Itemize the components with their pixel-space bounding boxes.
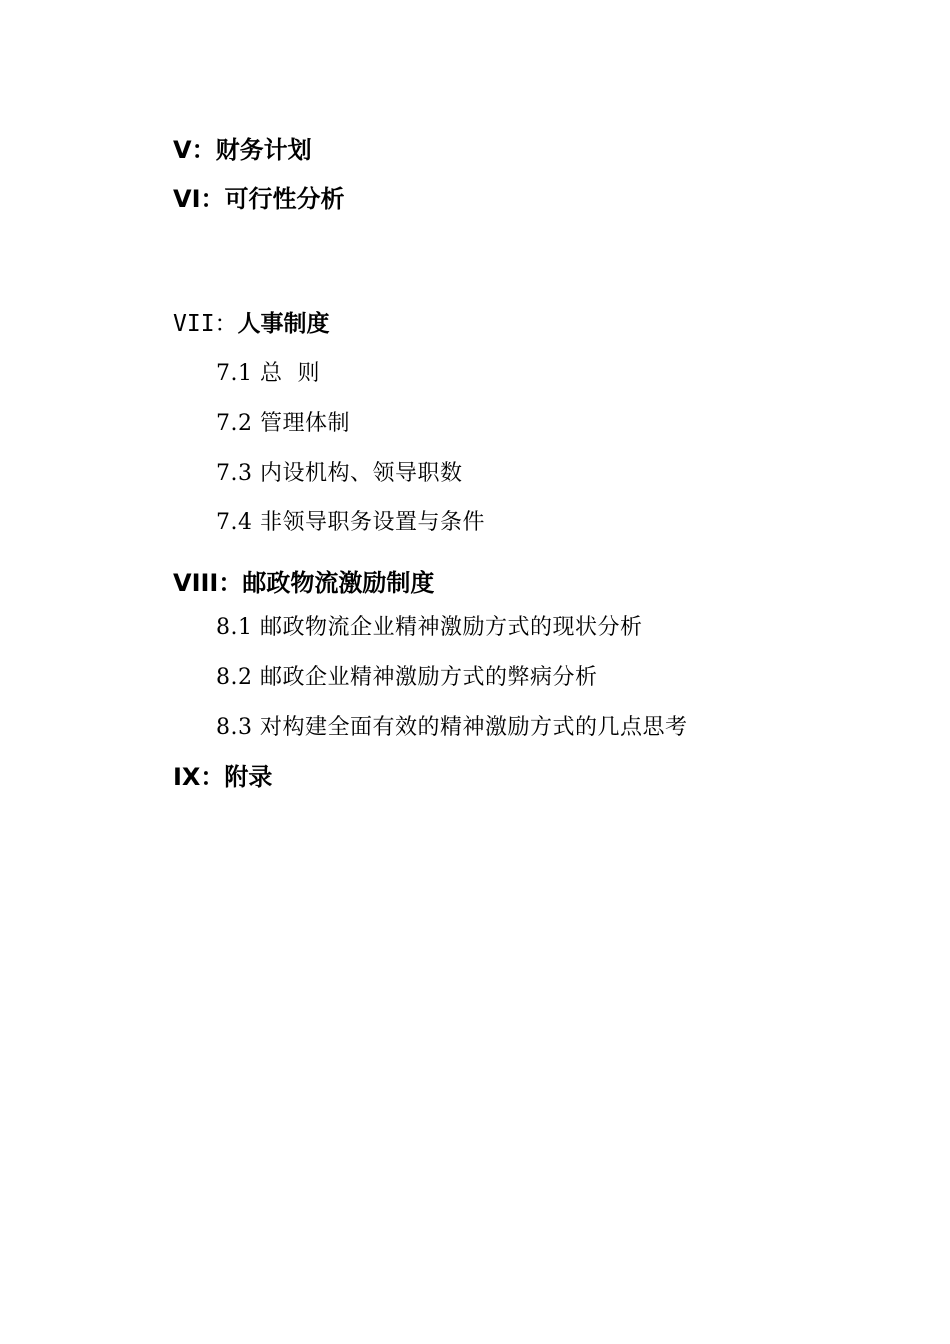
toc-item-7-3: 7.3 内设机构、领导职数: [216, 461, 463, 486]
toc-heading-vii: [173, 312, 330, 336]
toc-item-8-3: 8.3 对构建全面有效的精神激励方式的几点思考: [216, 715, 688, 740]
toc-item-8-1: 8.1 邮政物流企业精神激励方式的现状分析: [216, 615, 643, 640]
toc-heading-vii-number: VII：: [173, 311, 238, 337]
toc-heading-v: V：财务计划: [173, 136, 312, 164]
toc-item-7-1: 7.1 总 则: [216, 361, 320, 386]
toc-heading-vii-title: 人事制度: [237, 310, 330, 337]
toc-heading-vi: VI：可行性分析: [173, 185, 345, 213]
toc-item-8-2: 8.2 邮政企业精神激励方式的弊病分析: [216, 665, 598, 690]
toc-item-7-4: 7.4 非领导职务设置与条件: [216, 510, 485, 535]
toc-item-7-2: 7.2 管理体制: [216, 411, 350, 436]
toc-heading-ix: IX：附录: [173, 763, 273, 791]
toc-heading-viii: VIII：邮政物流激励制度: [173, 569, 435, 597]
